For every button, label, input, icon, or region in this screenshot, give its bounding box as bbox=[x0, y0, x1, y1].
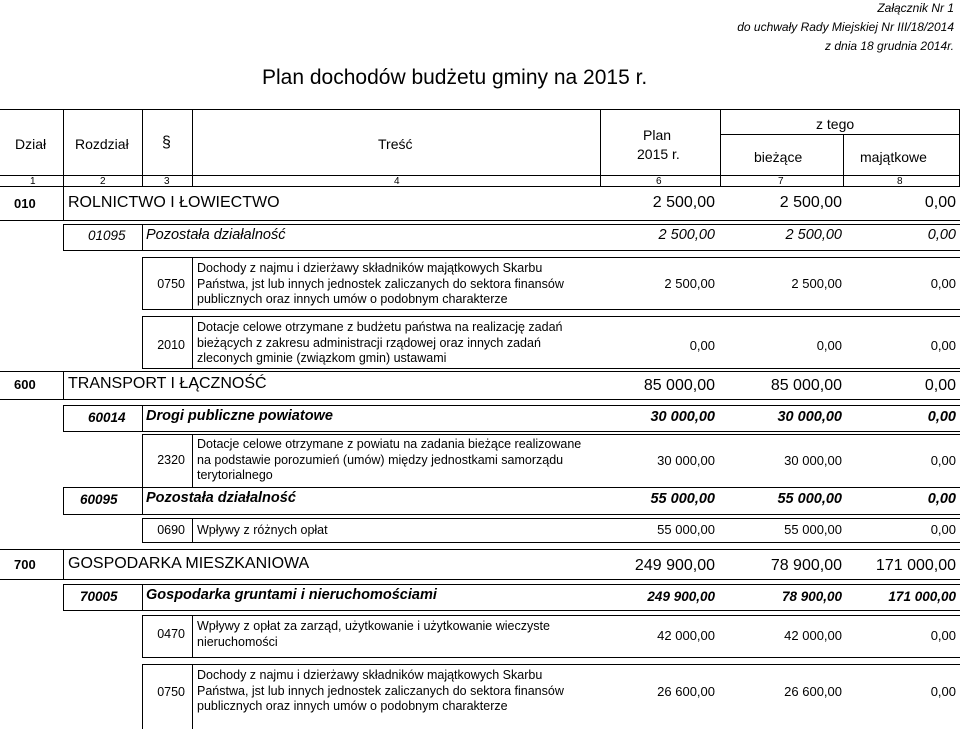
col-header-dzial: Dział bbox=[15, 136, 47, 152]
majatkowe-value: 0,00 bbox=[927, 491, 956, 507]
paragraf-description bbox=[197, 261, 564, 308]
majatkowe-value: 0,00 bbox=[930, 453, 956, 468]
desc-line: Dotacje celowe otrzymane z budżetu państwa na realizację zadań bbox=[197, 320, 563, 334]
rozdzial-code: 60014 bbox=[88, 410, 126, 425]
row-line bbox=[142, 316, 960, 317]
desc-line: bieżących z zakresu administracji rządowej oraz innych zadań bbox=[197, 335, 541, 350]
majatkowe-value: 0,00 bbox=[924, 377, 956, 394]
row-divider bbox=[142, 615, 143, 657]
biezace-value: 85 000,00 bbox=[770, 377, 842, 394]
row-line bbox=[0, 399, 960, 400]
row-divider bbox=[142, 224, 143, 250]
row-line bbox=[63, 250, 960, 251]
biezace-value: 2 500,00 bbox=[785, 227, 842, 243]
col-header-rozdzial: Rozdział bbox=[75, 136, 129, 152]
majatkowe-value: 0,00 bbox=[930, 628, 956, 643]
row-line bbox=[63, 431, 960, 432]
row-line bbox=[142, 368, 960, 369]
plan-value: 55 000,00 bbox=[657, 522, 715, 537]
row-line bbox=[63, 584, 960, 585]
col-header-plan: Plan bbox=[643, 127, 672, 143]
row-divider bbox=[142, 316, 143, 368]
row-divider bbox=[63, 487, 64, 514]
subheader-line bbox=[720, 134, 960, 135]
biezace-value: 42 000,00 bbox=[784, 628, 842, 643]
desc-line: Dotacje celowe otrzymane z powiatu na zadania bieżące realizowane bbox=[197, 437, 582, 451]
col-header-z-tego: z tego bbox=[816, 116, 855, 132]
col-number: 3 bbox=[164, 176, 170, 187]
dzial-code: 700 bbox=[14, 557, 36, 572]
row-divider bbox=[142, 487, 143, 514]
plan-value: 55 000,00 bbox=[650, 491, 715, 507]
row-divider bbox=[142, 664, 143, 729]
desc-line: zleconych gminie (związkom gmin) ustawami bbox=[197, 351, 447, 365]
col-number: 8 bbox=[897, 176, 903, 187]
dzial-code: 600 bbox=[14, 377, 36, 392]
majatkowe-value: 171 000,00 bbox=[875, 557, 956, 574]
row-line bbox=[142, 434, 960, 435]
majatkowe-value: 171 000,00 bbox=[888, 589, 956, 604]
col-number: 2 bbox=[100, 176, 106, 187]
desc-line: Dochody z najmu i dzierżawy składników majątkowych Skarbu bbox=[197, 668, 543, 682]
paragraf-description bbox=[197, 619, 550, 650]
col-divider bbox=[192, 109, 193, 186]
attachment-label: Załącznik Nr 1 bbox=[877, 1, 954, 15]
desc-line: terytorialnego bbox=[197, 468, 273, 482]
desc-line: Wpływy z opłat za zarząd, użytkowanie i użytkowanie wieczyste bbox=[197, 619, 550, 633]
plan-value: 2 500,00 bbox=[664, 276, 715, 291]
plan-value: 249 900,00 bbox=[634, 557, 715, 574]
rozdzial-code: 70005 bbox=[80, 589, 118, 604]
biezace-value: 0,00 bbox=[816, 338, 842, 353]
biezace-value: 78 900,00 bbox=[781, 589, 842, 604]
paragraf-code: 2010 bbox=[157, 338, 185, 352]
col-number: 7 bbox=[778, 176, 784, 187]
desc-line: Wpływy z różnych opłat bbox=[197, 523, 328, 537]
row-divider bbox=[63, 405, 64, 431]
biezace-value: 78 900,00 bbox=[770, 557, 842, 574]
dzial-name: ROLNICTWO I ŁOWIECTWO bbox=[68, 194, 280, 211]
row-line bbox=[142, 518, 960, 519]
row-line bbox=[0, 220, 960, 221]
biezace-value: 55 000,00 bbox=[777, 491, 842, 507]
biezace-value: 2 500,00 bbox=[791, 276, 842, 291]
dzial-name: GOSPODARKA MIESZKANIOWA bbox=[68, 555, 310, 572]
plan-value: 42 000,00 bbox=[657, 628, 715, 643]
row-line bbox=[142, 257, 960, 258]
paragraf-code: 0690 bbox=[157, 523, 185, 537]
row-line bbox=[63, 224, 960, 225]
header-bottom-line bbox=[0, 175, 960, 176]
row-divider bbox=[63, 549, 64, 579]
dzial-name: TRANSPORT I ŁĄCZNOŚĆ bbox=[68, 375, 267, 392]
desc-line: Państwa, jst lub innych jednostek zaliczanych do sektora finansów bbox=[197, 683, 564, 698]
numbers-bottom-line bbox=[0, 186, 960, 187]
majatkowe-value: 0,00 bbox=[930, 684, 956, 699]
row-divider bbox=[142, 405, 143, 431]
col-divider bbox=[142, 109, 143, 186]
paragraf-code: 2320 bbox=[157, 453, 185, 467]
dzial-code: 010 bbox=[14, 196, 36, 211]
row-line bbox=[63, 405, 960, 406]
col-header-paragraf: § bbox=[162, 134, 171, 151]
desc-line: publicznych oraz innych umów o podobnym charakterze bbox=[197, 699, 508, 713]
paragraf-description bbox=[197, 523, 328, 539]
row-divider bbox=[192, 316, 193, 368]
biezace-value: 30 000,00 bbox=[777, 409, 842, 425]
plan-value: 2 500,00 bbox=[652, 194, 715, 211]
page-title: Plan dochodów budżetu gminy na 2015 r. bbox=[262, 66, 648, 89]
row-line bbox=[0, 371, 960, 372]
col-number: 6 bbox=[656, 176, 662, 187]
row-divider bbox=[142, 584, 143, 610]
majatkowe-value: 0,00 bbox=[927, 227, 956, 243]
row-line bbox=[63, 610, 960, 611]
rozdzial-code: 01095 bbox=[88, 228, 126, 243]
rozdzial-name: Pozostała działalność bbox=[146, 490, 296, 506]
row-line bbox=[142, 657, 960, 658]
desc-line: Dochody z najmu i dzierżawy składników majątkowych Skarbu bbox=[197, 261, 543, 275]
plan-value: 2 500,00 bbox=[658, 227, 715, 243]
row-divider bbox=[142, 257, 143, 309]
row-line bbox=[0, 549, 960, 550]
paragraf-description bbox=[197, 668, 564, 715]
col-divider bbox=[720, 109, 721, 186]
plan-value: 30 000,00 bbox=[650, 409, 715, 425]
row-divider bbox=[63, 584, 64, 610]
col-divider bbox=[843, 134, 844, 186]
col-header-tresc: Treść bbox=[378, 136, 413, 152]
rozdzial-name: Gospodarka gruntami i nieruchomościami bbox=[146, 587, 437, 603]
col-header-plan-year: 2015 r. bbox=[637, 146, 680, 162]
desc-line: publicznych oraz innych umów o podobnym charakterze bbox=[197, 292, 508, 306]
majatkowe-value: 0,00 bbox=[924, 194, 956, 211]
row-divider bbox=[192, 615, 193, 657]
paragraf-description bbox=[197, 320, 563, 367]
majatkowe-value: 0,00 bbox=[930, 522, 956, 537]
paragraf-code: 0750 bbox=[157, 685, 185, 699]
rozdzial-code: 60095 bbox=[80, 492, 118, 507]
row-line bbox=[0, 579, 960, 580]
biezace-value: 30 000,00 bbox=[784, 453, 842, 468]
biezace-value: 26 600,00 bbox=[784, 684, 842, 699]
row-divider bbox=[142, 518, 143, 542]
row-divider bbox=[63, 186, 64, 220]
desc-line: na podstawie porozumień (umów) między jednostkami samorządu bbox=[197, 452, 564, 467]
header-top-line bbox=[0, 109, 960, 110]
plan-value: 85 000,00 bbox=[643, 377, 715, 394]
plan-value: 0,00 bbox=[689, 338, 715, 353]
col-header-majatkowe: majątkowe bbox=[860, 149, 927, 165]
col-divider bbox=[600, 109, 601, 186]
biezace-value: 2 500,00 bbox=[779, 194, 842, 211]
col-number: 4 bbox=[394, 176, 400, 187]
desc-line: Państwa, jst lub innych jednostek zaliczanych do sektora finansów bbox=[197, 276, 564, 291]
row-line bbox=[142, 615, 960, 616]
biezace-value: 55 000,00 bbox=[784, 522, 842, 537]
plan-value: 30 000,00 bbox=[657, 453, 715, 468]
plan-value: 26 600,00 bbox=[657, 684, 715, 699]
resolution-label: do uchwały Rady Miejskiej Nr III/18/2014 bbox=[737, 20, 954, 34]
desc-line: nieruchomości bbox=[197, 634, 278, 649]
paragraf-code: 0470 bbox=[157, 627, 185, 641]
resolution-date: z dnia 18 grudnia 2014r. bbox=[825, 39, 954, 53]
col-divider bbox=[63, 109, 64, 186]
paragraf-description bbox=[197, 437, 581, 484]
majatkowe-value: 0,00 bbox=[930, 276, 956, 291]
row-divider bbox=[63, 224, 64, 250]
row-divider bbox=[142, 434, 143, 487]
row-line bbox=[142, 542, 960, 543]
rozdzial-name: Pozostała działalność bbox=[146, 227, 286, 243]
col-number: 1 bbox=[30, 176, 36, 187]
rozdzial-name: Drogi publiczne powiatowe bbox=[146, 408, 333, 424]
row-divider bbox=[192, 434, 193, 487]
plan-value: 249 900,00 bbox=[647, 589, 715, 604]
row-line bbox=[142, 664, 960, 665]
row-line bbox=[63, 514, 960, 515]
row-divider bbox=[192, 518, 193, 542]
row-divider bbox=[192, 664, 193, 729]
row-divider bbox=[63, 371, 64, 399]
row-divider bbox=[192, 257, 193, 309]
majatkowe-value: 0,00 bbox=[930, 338, 956, 353]
col-header-biezace: bieżące bbox=[754, 149, 803, 165]
row-line bbox=[142, 309, 960, 310]
paragraf-code: 0750 bbox=[157, 277, 185, 291]
row-line bbox=[63, 487, 960, 488]
majatkowe-value: 0,00 bbox=[927, 409, 956, 425]
